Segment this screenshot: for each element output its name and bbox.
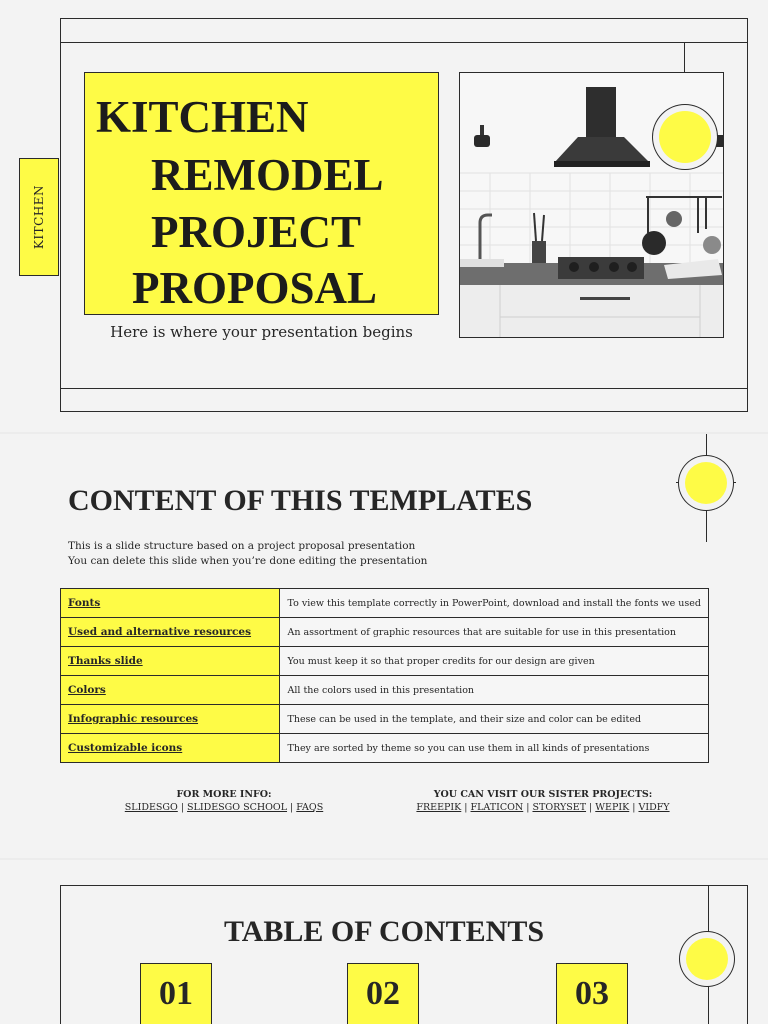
resources-table xyxy=(60,588,709,763)
row-description: They are sorted by theme so you can use them in all kinds of presentations xyxy=(280,734,709,763)
row-link[interactable]: Used and alternative resources xyxy=(61,618,280,647)
more-info-block xyxy=(124,789,324,813)
section-number-box: 03 xyxy=(556,963,628,1024)
link-vidfy[interactable]: VIDFY xyxy=(638,802,670,813)
row-description: These can be used in the template, and their size and color can be edited xyxy=(280,705,709,734)
title-line-3: PROJECT xyxy=(151,207,362,257)
title-line-2: REMODEL xyxy=(151,150,384,200)
row-link[interactable]: Customizable icons xyxy=(61,734,280,763)
table-row xyxy=(61,705,709,734)
slide-content-templates xyxy=(0,434,768,858)
slide-title xyxy=(0,0,768,432)
title-line-1: KITCHEN xyxy=(96,92,309,142)
section-number-box: 01 xyxy=(140,963,212,1024)
row-link[interactable]: Colors xyxy=(61,676,280,705)
row-description: An assortment of graphic resources that are suitable for use in this presentation xyxy=(280,618,709,647)
sister-projects-heading: YOU CAN VISIT OUR SISTER PROJECTS: xyxy=(433,789,653,800)
decorative-circle xyxy=(685,462,727,504)
intro-line: This is a slide structure based on a project proposal presentation xyxy=(68,540,416,552)
title-box xyxy=(84,72,439,315)
row-description: To view this template correctly in PowerPoint, download and install the fonts we used xyxy=(280,589,709,618)
title-line-4: PROPOSAL xyxy=(132,263,378,313)
side-tab-label: KITCHEN xyxy=(32,184,46,250)
link-flaticon[interactable]: FLATICON xyxy=(470,802,524,813)
slide-table-of-contents xyxy=(0,860,768,1024)
row-link[interactable]: Thanks slide xyxy=(61,647,280,676)
divider-line xyxy=(60,42,748,43)
intro-line: You can delete this slide when you’re done editing the presentation xyxy=(68,555,428,567)
sister-projects-block xyxy=(413,789,673,813)
table-row xyxy=(61,676,709,705)
row-description: All the colors used in this presentation xyxy=(280,676,709,705)
row-link[interactable]: Infographic resources xyxy=(61,705,280,734)
table-row xyxy=(61,589,709,618)
link-freepik[interactable]: FREEPIK xyxy=(416,802,462,813)
intro-text xyxy=(68,539,427,569)
link-wepik[interactable]: WEPIK xyxy=(595,802,630,813)
table-row xyxy=(61,618,709,647)
table-row xyxy=(61,734,709,763)
more-info-heading: FOR MORE INFO: xyxy=(176,789,272,800)
link-faqs[interactable]: FAQS xyxy=(296,802,324,813)
sister-projects-links: FREEPIK | FLATICON | STORYSET | WEPIK | VIDFY xyxy=(416,802,670,813)
slide-heading: CONTENT OF THIS TEMPLATES xyxy=(68,484,533,517)
link-storyset[interactable]: STORYSET xyxy=(532,802,587,813)
decorative-circle xyxy=(659,111,711,163)
slide-heading: TABLE OF CONTENTS xyxy=(223,915,545,948)
row-description: You must keep it so that proper credits for our design are given xyxy=(280,647,709,676)
row-link[interactable]: Fonts xyxy=(61,589,280,618)
table-row xyxy=(61,647,709,676)
link-slidesgo[interactable]: SLIDESGO xyxy=(124,802,178,813)
subtitle: Here is where your presentation begins xyxy=(110,323,413,341)
link-slidesgo-school[interactable]: SLIDESGO SCHOOL xyxy=(187,802,288,813)
side-tab xyxy=(19,158,59,276)
section-number-box: 02 xyxy=(347,963,419,1024)
divider-line xyxy=(60,388,748,389)
more-info-links: SLIDESGO | SLIDESGO SCHOOL | FAQS xyxy=(124,802,324,813)
